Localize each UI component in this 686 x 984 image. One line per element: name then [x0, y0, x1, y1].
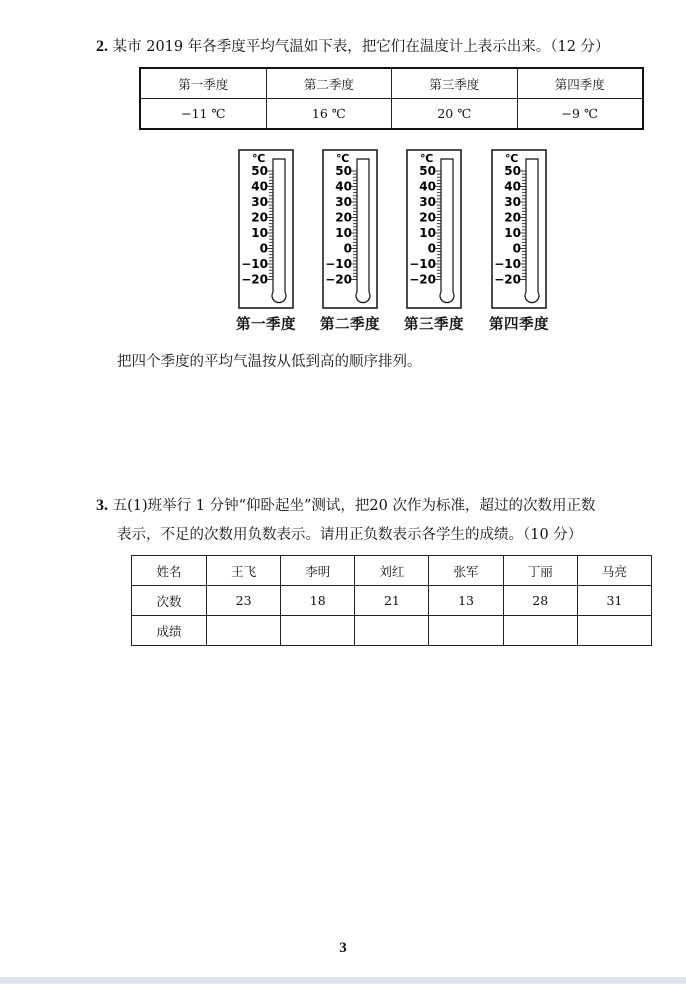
row-label-name: 姓名	[132, 556, 207, 586]
tick-label: 20	[504, 210, 521, 225]
tick-label: 10	[504, 226, 521, 240]
tick-label: 40	[419, 179, 436, 194]
student-name: 刘红	[355, 556, 429, 586]
tick-label: −10	[241, 257, 268, 271]
temperature-value: −9 ℃	[517, 99, 643, 130]
tick-label: 50	[504, 164, 521, 178]
tick-label: 0	[427, 241, 436, 256]
student-name: 李明	[281, 556, 355, 586]
student-name: 王飞	[207, 556, 281, 586]
score-cell[interactable]	[503, 616, 577, 646]
score-cell[interactable]	[577, 616, 651, 646]
bottom-bar	[0, 977, 686, 984]
tick-label: 50	[419, 164, 436, 178]
question-3-number: 3.	[96, 497, 108, 514]
thermometer-q2	[322, 149, 378, 309]
unit-label: ℃	[336, 152, 350, 165]
thermometer-caption: 第二季度	[320, 316, 380, 333]
season-header: 第二季度	[266, 68, 391, 99]
table-row	[140, 68, 643, 99]
tick-label: 50	[251, 164, 268, 178]
tick-label: 10	[419, 226, 436, 240]
tick-label: 40	[335, 179, 352, 194]
tick-label: 30	[251, 195, 268, 209]
thermometer-tube	[440, 159, 454, 303]
question-3-text-line2: 表示，不足的次数用负数表示。请用正负数表示各学生的成绩。（10 分）	[117, 527, 583, 543]
question-2-text: 某市 2019 年各季度平均气温如下表，把它们在温度计上表示出来。（12 分）	[112, 39, 610, 55]
thermometer-tube	[272, 159, 286, 303]
student-name: 张军	[429, 556, 503, 586]
season-header: 第四季度	[517, 68, 643, 99]
unit-label: ℃	[420, 152, 434, 165]
tick-label: 50	[335, 164, 352, 178]
tick-label: −20	[325, 272, 352, 287]
unit-label: ℃	[252, 152, 266, 165]
table-row	[132, 556, 652, 586]
temperature-value: 20 ℃	[392, 99, 517, 130]
score-cell[interactable]	[281, 616, 355, 646]
question-2-subtask: 把四个季度的平均气温按从低到高的顺序排列。	[117, 354, 422, 370]
student-name: 马亮	[577, 556, 651, 586]
situp-count: 23	[207, 586, 281, 616]
question-3-title	[96, 496, 595, 516]
tick-label: 40	[251, 179, 268, 194]
tick-label: 40	[504, 179, 521, 194]
tick-label: −20	[241, 272, 268, 287]
table-row	[132, 616, 652, 646]
situp-table	[131, 555, 652, 646]
tick-label: −10	[494, 257, 521, 271]
tick-label: 20	[335, 210, 352, 225]
row-label-count: 次数	[132, 586, 207, 616]
situp-count: 13	[429, 586, 503, 616]
temperature-value: 16 ℃	[266, 99, 391, 130]
table-row	[140, 99, 643, 130]
tick-label: −10	[325, 257, 352, 271]
temperature-table	[139, 67, 644, 130]
thermometer-caption: 第一季度	[236, 316, 296, 333]
question-2-title	[96, 37, 610, 57]
tick-label: 10	[251, 226, 268, 240]
temperature-value: −11 ℃	[140, 99, 266, 130]
tick-label: 30	[504, 195, 521, 209]
score-cell[interactable]	[207, 616, 281, 646]
season-header: 第三季度	[392, 68, 517, 99]
tick-label: 20	[419, 210, 436, 225]
page-number: 3	[339, 940, 347, 956]
question-3-text-line1: 五(1)班举行 1 分钟“仰卧起坐”测试，把20 次作为标准，超过的次数用正数	[112, 498, 596, 514]
situp-count: 28	[503, 586, 577, 616]
situp-count: 18	[281, 586, 355, 616]
tick-label: 20	[251, 210, 268, 225]
student-name: 丁丽	[503, 556, 577, 586]
table-row	[132, 586, 652, 616]
thermometer-tube	[525, 159, 539, 303]
thermometer-q3	[406, 149, 462, 309]
situp-count: 21	[355, 586, 429, 616]
tick-label: 0	[512, 241, 521, 256]
score-cell[interactable]	[429, 616, 503, 646]
tick-label: 10	[335, 226, 352, 240]
thermometer-caption: 第四季度	[489, 316, 549, 333]
unit-label: ℃	[505, 152, 519, 165]
row-label-score: 成绩	[132, 616, 207, 646]
tick-label: 30	[419, 195, 436, 209]
tick-label: 0	[343, 241, 352, 256]
thermometer-q4	[491, 149, 547, 309]
season-header: 第一季度	[140, 68, 266, 99]
score-cell[interactable]	[355, 616, 429, 646]
thermometer-caption: 第三季度	[404, 316, 464, 333]
thermometer-q1	[238, 149, 294, 309]
tick-label: −20	[409, 272, 436, 287]
tick-label: 0	[259, 241, 268, 256]
tick-label: −20	[494, 272, 521, 287]
tick-label: −10	[409, 257, 436, 271]
tick-label: 30	[335, 195, 352, 209]
thermometer-tube	[356, 159, 370, 303]
question-2-number: 2.	[96, 38, 108, 55]
situp-count: 31	[577, 586, 651, 616]
